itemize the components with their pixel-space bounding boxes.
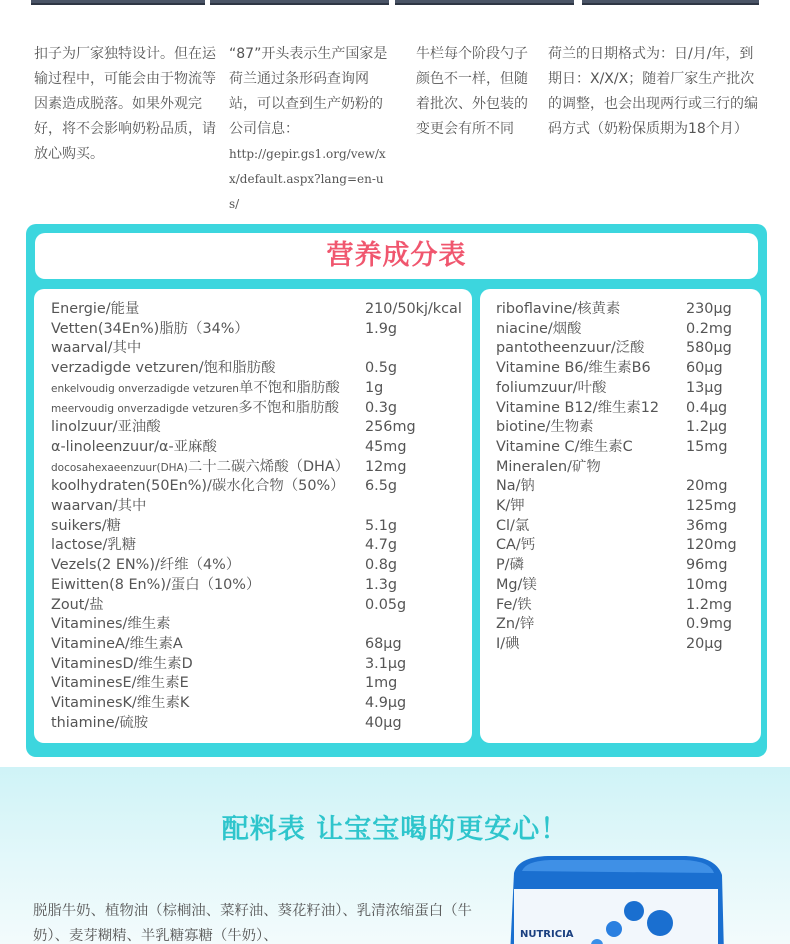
nutrition-panel bbox=[26, 224, 767, 757]
nutrient-name: Eiwitten(8 En%)/蛋白（10%） bbox=[51, 576, 261, 593]
nutrient-value: 45mg bbox=[365, 438, 407, 455]
barcode-lookup-link[interactable]: http://gepir.gs1.org/vew/xx/default.aspx?lang=en-us/ bbox=[229, 147, 386, 211]
can-dot bbox=[624, 901, 644, 921]
nutrient-value: 1.9g bbox=[365, 320, 398, 337]
nutrient-name bbox=[51, 398, 339, 419]
nutrient-value: 0.5g bbox=[365, 360, 398, 377]
nutrient-name: VitaminesE/维生素E bbox=[51, 675, 189, 692]
nutrient-name-latin: enkelvoudig onverzadigde vetzuren bbox=[51, 382, 239, 395]
note-date-info bbox=[548, 42, 762, 142]
nutrient-name: Zn/锌 bbox=[496, 616, 535, 633]
note-text: 牛栏每个阶段勺子颜色不一样，但随着批次、外包装的变更会有所不同 bbox=[416, 46, 528, 137]
nutrient-name-latin: docosahexaeenzuur(DHA) bbox=[51, 461, 188, 474]
nutrient-name: verzadigde vetzuren/饱和脂肪酸 bbox=[51, 360, 276, 377]
nutrient-name: Energie/能量 bbox=[51, 301, 140, 317]
nutrient-value: 60μg bbox=[686, 360, 723, 377]
can-brand: NUTRICIA bbox=[520, 929, 574, 940]
nutrient-name: biotine/生物素 bbox=[496, 419, 594, 436]
nutrient-value: 0.2mg bbox=[686, 320, 733, 337]
photo-strip-2 bbox=[210, 0, 389, 5]
can-dot bbox=[606, 921, 622, 937]
nutrient-value: 0.3g bbox=[365, 399, 398, 416]
nutrition-column-right bbox=[480, 289, 761, 743]
nutrient-name: suikers/糖 bbox=[51, 517, 121, 534]
can-dot bbox=[647, 910, 673, 936]
nutrient-value: 256mg bbox=[365, 419, 416, 436]
nutrient-value: 5.1g bbox=[365, 517, 398, 534]
nutrient-value: 1.2mg bbox=[686, 596, 733, 613]
nutrient-value: 15mg bbox=[686, 438, 728, 455]
nutrient-name: Vitamine C/维生素C bbox=[496, 438, 633, 455]
nutrient-name: Na/钠 bbox=[496, 478, 535, 495]
note-text: “87”开头表示生产国家是荷兰通过条形码查询网站，可以查到生产奶粉的公司信息： bbox=[229, 46, 388, 137]
nutrient-name: koolhydraten(50En%)/碳水化合物（50%） bbox=[51, 478, 345, 495]
nutrient-value: 20mg bbox=[686, 478, 728, 495]
nutrient-name: K/钾 bbox=[496, 498, 525, 514]
nutrient-name: VitaminesK/维生素K bbox=[51, 695, 190, 711]
nutrient-name bbox=[51, 457, 349, 478]
nutrient-name: lactose/乳糖 bbox=[51, 537, 137, 554]
nutrient-value: 96mg bbox=[686, 557, 728, 574]
nutrient-name: waarval/其中 bbox=[51, 340, 142, 357]
ingredients-section bbox=[0, 767, 790, 944]
nutrient-name-cn: 二十二碳六烯酸（DHA） bbox=[187, 458, 350, 475]
nutrition-column-left bbox=[34, 289, 472, 743]
nutrient-value: 10mg bbox=[686, 576, 728, 593]
nutrient-value: 0.4μg bbox=[686, 399, 728, 416]
nutrient-name: Vitamine B12/维生素12 bbox=[496, 399, 660, 416]
formula-can-image bbox=[508, 855, 724, 944]
nutrient-value: 20μg bbox=[686, 635, 723, 652]
nutrient-value: 4.7g bbox=[365, 537, 398, 554]
nutrient-name: Zout/盐 bbox=[51, 596, 104, 613]
nutrient-name: riboflavine/核黄素 bbox=[496, 301, 621, 317]
nutrient-value: 210/50kj/kcal bbox=[365, 301, 462, 317]
nutrient-value: 120mg bbox=[686, 537, 737, 554]
nutrient-name: thiamine/硫胺 bbox=[51, 714, 149, 731]
nutrient-name: Vitamines/维生素 bbox=[51, 616, 171, 633]
ingredients-title: 配料表 让宝宝喝的更安心！ bbox=[221, 814, 569, 845]
nutrient-value: 12mg bbox=[365, 458, 407, 475]
nutrient-value: 13μg bbox=[686, 379, 723, 396]
nutrient-value: 3.1μg bbox=[365, 655, 407, 672]
nutrient-value: 1.2μg bbox=[686, 419, 728, 436]
note-barcode-info bbox=[229, 42, 391, 217]
nutrient-value: 40μg bbox=[365, 714, 402, 731]
nutrient-value: 0.9mg bbox=[686, 616, 733, 633]
nutrient-value: 0.8g bbox=[365, 557, 398, 574]
photo-strip-4 bbox=[582, 0, 759, 5]
nutrient-name: VitamineA/维生素A bbox=[51, 635, 183, 652]
nutrient-value: 125mg bbox=[686, 498, 737, 514]
note-text: 扣子为厂家独特设计。但在运输过程中，可能会由于物流等因素造成脱落。如果外观完好，将不会影响奶粉品质，请放心购买。 bbox=[34, 46, 216, 162]
nutrient-name-cn: 多不饱和脂肪酸 bbox=[238, 399, 339, 416]
nutrient-name: Vitamine B6/维生素B6 bbox=[496, 360, 651, 377]
nutrient-name: waarvan/其中 bbox=[51, 498, 147, 514]
nutrient-name: pantotheenzuur/泛酸 bbox=[496, 340, 645, 357]
nutrition-title-bar bbox=[35, 233, 758, 279]
can-lid-highlight bbox=[522, 860, 714, 873]
nutrient-name: foliumzuur/叶酸 bbox=[496, 379, 607, 396]
nutrient-value: 68μg bbox=[365, 635, 402, 652]
note-spoon-info bbox=[416, 42, 532, 142]
nutrient-value: 580μg bbox=[686, 340, 732, 357]
nutrient-value: 6.5g bbox=[365, 478, 398, 495]
note-text: 荷兰的日期格式为：日/月/年，到期日：X/X/X；随着厂家生产批次的调整，也会出现两行或三行的编码方式（奶粉保质期为18个月） bbox=[548, 46, 758, 137]
nutrition-title: 营养成分表 bbox=[326, 240, 467, 271]
nutrient-value: 4.9μg bbox=[365, 695, 407, 711]
nutrient-name-latin: meervoudig onverzadigde vetzuren bbox=[51, 402, 239, 415]
nutrient-value: 230μg bbox=[686, 301, 732, 317]
nutrient-name: Fe/铁 bbox=[496, 596, 532, 613]
nutrient-name bbox=[51, 378, 340, 399]
photo-strip-1 bbox=[31, 0, 205, 5]
nutrient-value: 0.05g bbox=[365, 596, 407, 613]
nutrient-name: linolzuur/亚油酸 bbox=[51, 419, 161, 436]
nutrient-name: α-linoleenzuur/α-亚麻酸 bbox=[51, 438, 217, 455]
nutrient-value: 1mg bbox=[365, 675, 398, 692]
nutrient-name: P/磷 bbox=[496, 557, 524, 574]
nutrient-name: I/碘 bbox=[496, 635, 520, 652]
nutrient-name: Vezels(2 EN%)/纤维（4%） bbox=[51, 557, 241, 574]
nutrient-name: CA/钙 bbox=[496, 537, 536, 554]
nutrient-name: niacine/烟酸 bbox=[496, 320, 582, 337]
nutrient-name-cn: 单不饱和脂肪酸 bbox=[238, 379, 340, 396]
ingredients-text: 脱脂牛奶、植物油（棕榈油、菜籽油、葵花籽油）、乳清浓缩蛋白（牛奶）、麦芽糊精、半乳糖寡糖（牛奶）、 bbox=[33, 903, 472, 944]
note-button-info bbox=[34, 42, 220, 167]
nutrient-name: VitaminesD/维生素D bbox=[51, 655, 193, 672]
nutrient-value: 36mg bbox=[686, 517, 728, 534]
photo-strip-3 bbox=[395, 0, 574, 5]
nutrient-name: Mg/镁 bbox=[496, 576, 537, 593]
nutrient-name: Vetten(34En%)脂肪（34%） bbox=[51, 320, 249, 337]
nutrient-value: 1.3g bbox=[365, 576, 398, 593]
nutrient-name: Cl/氯 bbox=[496, 517, 530, 534]
nutrient-name: Mineralen/矿物 bbox=[496, 458, 601, 475]
nutrient-value: 1g bbox=[365, 379, 384, 396]
